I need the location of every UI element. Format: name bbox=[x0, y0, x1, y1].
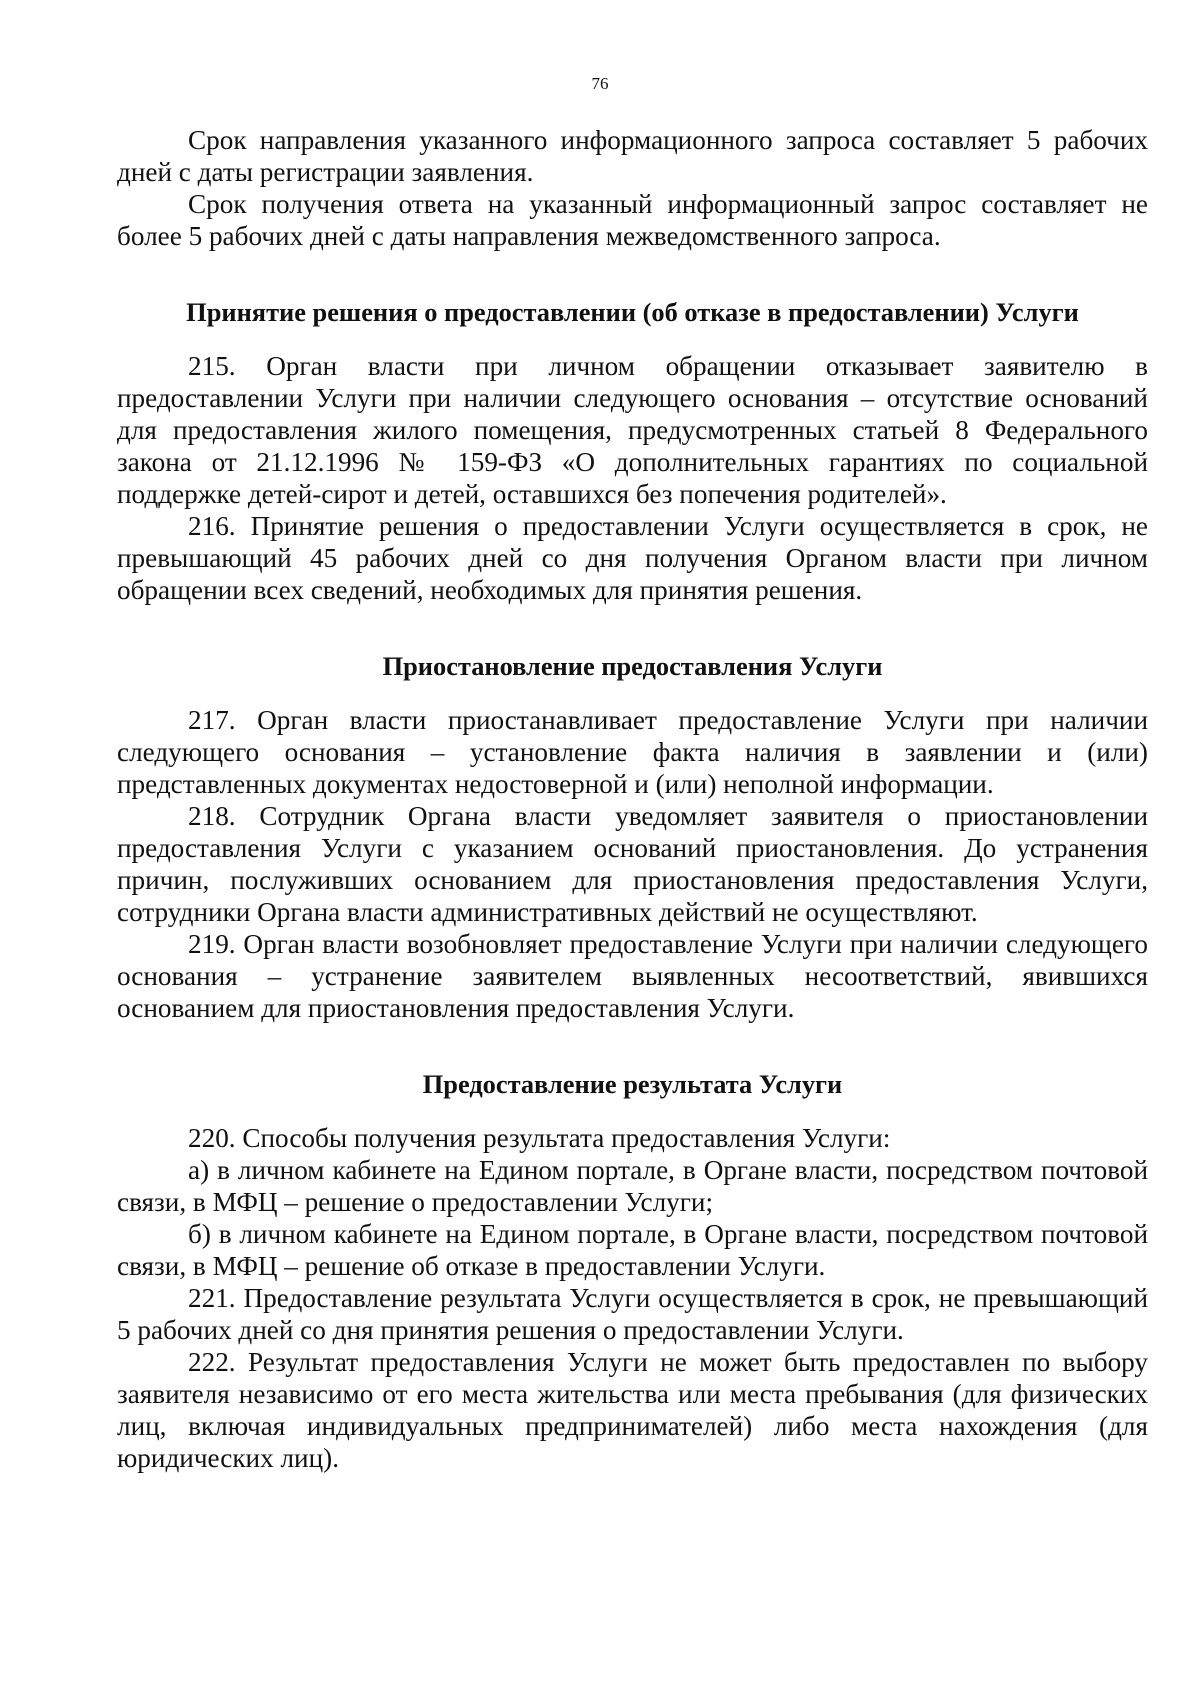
paragraph: 221. Предоставление результата Услуги осуществляется в срок, не превышающий 5 рабочих дней со дня принятия решения о предоставлении Услуги. bbox=[117, 1283, 1148, 1345]
paragraph: 219. Орган власти возобновляет предоставление Услуги при наличии следующего основания – устранение заявителем выявленных несоответствий, явившихся основанием для приостановления предоставления Услуги. bbox=[117, 929, 1148, 1023]
paragraph: 215. Орган власти при личном обращении отказывает заявителю в предоставлении Услуги при наличии следующего основания – отсутствие оснований для предоставления жилого помещения, предусмотренных статьей 8 Федерального закона от 21.12.1996 № 159-ФЗ «О дополнительных гарантиях по социальной поддержке детей-сирот и детей, оставшихся без попечения родителей». bbox=[117, 351, 1148, 509]
paragraph: Срок получения ответа на указанный информационный запрос составляет не более 5 рабочих дней с даты направления межведомственного запроса. bbox=[117, 189, 1148, 251]
list-item: а) в личном кабинете на Едином портале, в Органе власти, посредством почтовой связи, в МФЦ – решение о предоставлении Услуги; bbox=[117, 1155, 1148, 1217]
section-heading: Предоставление результата Услуги bbox=[422, 1069, 843, 1099]
section-heading: Приостановление предоставления Услуги bbox=[382, 651, 883, 681]
paragraph: 216. Принятие решения о предоставлении Услуги осуществляется в срок, не превышающий 45 рабочих дней со дня получения Органом власти при личном обращении всех сведений, необходимых для принятия решения. bbox=[117, 511, 1148, 605]
paragraph: 217. Орган власти приостанавливает предоставление Услуги при наличии следующего основания – установление факта наличия в заявлении и (или) представленных документах недостоверной и (или) неполной информации. bbox=[117, 705, 1148, 799]
paragraph: 220. Способы получения результата предоставления Услуги: bbox=[188, 1123, 891, 1153]
paragraph: Срок направления указанного информационного запроса составляет 5 рабочих дней с даты регистрации заявления. bbox=[117, 125, 1148, 187]
page-number: 76 bbox=[591, 74, 609, 93]
section-heading: Принятие решения о предоставлении (об отказе в предоставлении) Услуги bbox=[186, 297, 1079, 327]
document-body bbox=[117, 124, 1148, 1474]
list-item: б) в личном кабинете на Едином портале, в Органе власти, посредством почтовой связи, в МФЦ – решение об отказе в предоставлении Услуги. bbox=[117, 1219, 1148, 1281]
paragraph: 218. Сотрудник Органа власти уведомляет заявителя о приостановлении предоставления Услуги с указанием оснований приостановления. До устранения причин, послуживших основанием для приостановления предоставления Услуги, сотрудники Органа власти административных действий не осуществляют. bbox=[117, 801, 1148, 927]
paragraph: 222. Результат предоставления Услуги не может быть предоставлен по выбору заявителя независимо от его места жительства или места пребывания (для физических лиц, включая индивидуальных предпринимателей) либо места нахождения (для юридических лиц). bbox=[117, 1347, 1148, 1473]
